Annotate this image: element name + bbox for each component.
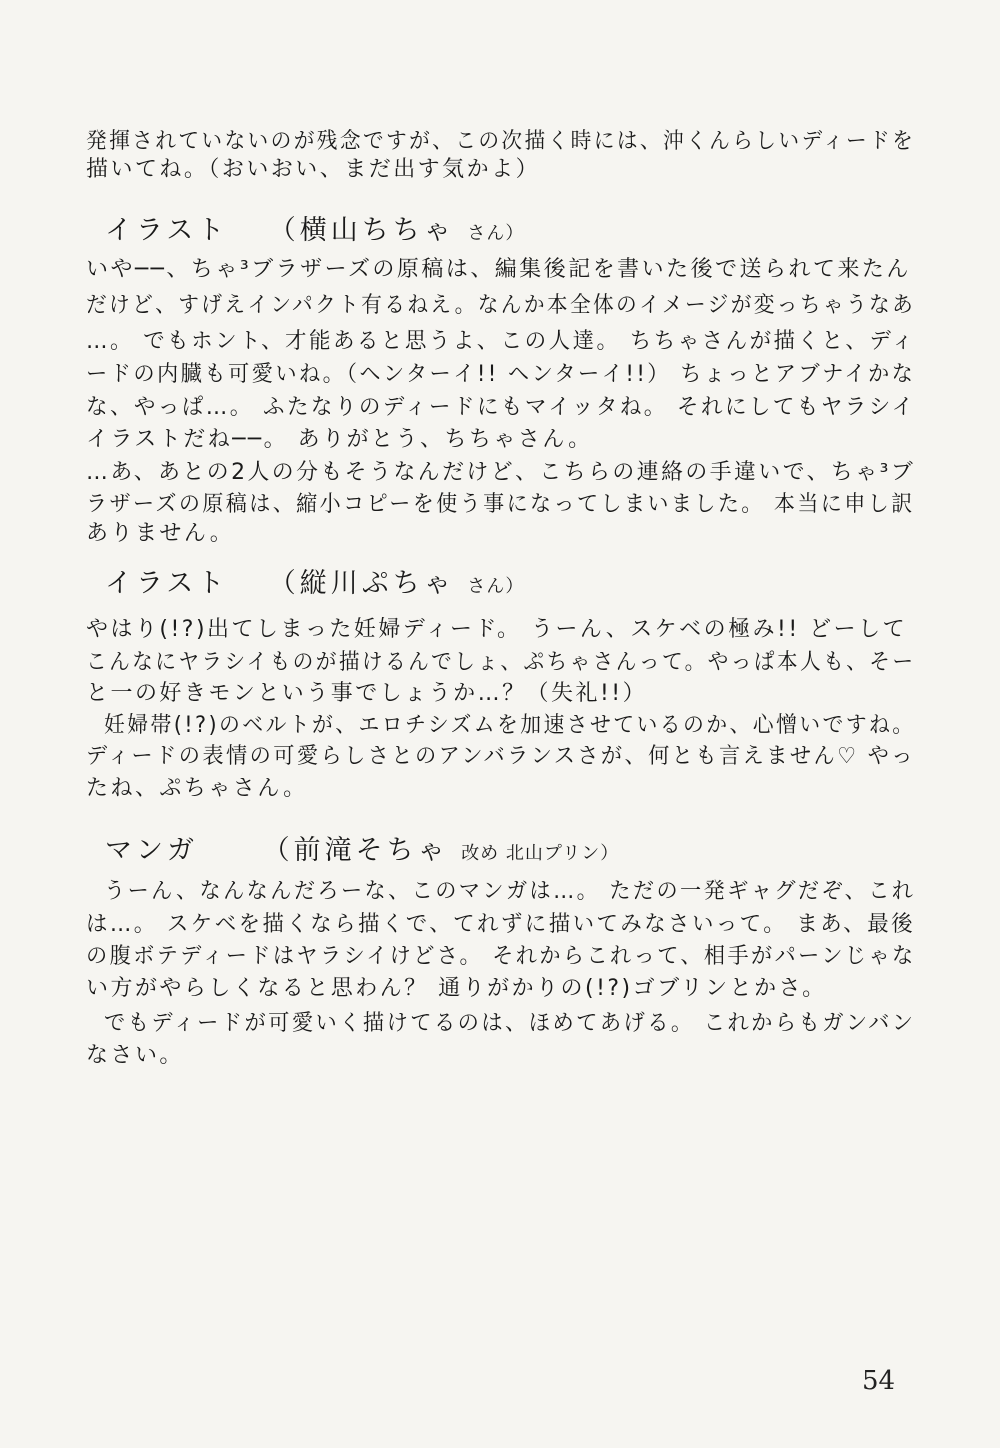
body-line: ラザーズの原稿は、縮小コピーを使う事になってしまいました。 本当に申し訳: [86, 492, 915, 517]
body-line: …。 でもホント、才能あると思うよ、この人達。 ちちゃさんが描くと、ディ: [86, 329, 916, 354]
body-line: うーん、なんなんだろーな、このマンガは…。 ただの一発ギャグだぞ、これ: [104, 879, 916, 904]
intro-line: 発揮されていないのが残念ですが、この次描く時には、沖くんらしいディードを: [86, 129, 916, 154]
section-honorific: さん）: [467, 576, 525, 597]
body-line: ディードの表情の可愛らしさとのアンバランスさが、何とも言えません♡ やっ: [86, 744, 915, 769]
body-line: な、やっぱ…。 ふたなりのディードにもマイッタね。 それにしてもヤラシイ: [86, 395, 916, 420]
body-line: い方がやらしくなると思わん？ 通りがかりの(!?)ゴブリンとかさ。: [86, 976, 827, 1001]
body-line: でもディードが可愛いく描けてるのは、ほめてあげる。 これからもガンバン: [104, 1011, 916, 1036]
section-artist: （縦川ぷちゃ: [268, 568, 455, 599]
section-artist: （横山ちちゃ: [268, 215, 455, 246]
section-artist: （前滝そちゃ: [262, 835, 449, 866]
section-category: イラスト: [105, 568, 229, 599]
body-line: なさい。: [86, 1043, 184, 1068]
body-line: こんなにヤラシイものが描けるんでしょ、ぷちゃさんって。やっぱ本人も、そー: [86, 650, 916, 675]
body-line: …あ、あとの2人の分もそうなんだけど、こちらの連絡の手違いで、ちゃ³ブ: [86, 460, 916, 485]
section-heading: [105, 566, 524, 605]
intro-line: 描いてね。（おいおい、まだ出す気かよ）: [86, 157, 541, 182]
page-number: 54: [862, 1366, 896, 1396]
body-line: は…。 スケベを描くなら描くで、てれずに描いてみなさいって。 まあ、最後: [86, 912, 915, 937]
body-line: ードの内臓も可愛いね。（ヘンターイ!! ヘンターイ!!） ちょっとアブナイかな: [86, 362, 916, 387]
body-line: 妊婦帯(!?)のベルトが、エロチシズムを加速させているのか、心憎いですね。: [104, 713, 916, 738]
body-line: やはり(!?)出てしまった妊婦ディード。 うーん、スケベの極み!! どーして: [86, 617, 908, 642]
section-category: マンガ: [105, 835, 198, 866]
section-heading: [105, 213, 524, 252]
body-line: イラストだね──。 ありがとう、ちちゃさん。: [86, 427, 593, 452]
body-line: だけど、すげえインパクト有るねえ。なんか本全体のイメージが変っちゃうなあ: [86, 293, 916, 318]
section-honorific: さん）: [467, 223, 525, 244]
body-line: たね、ぷちゃさん。: [86, 776, 308, 801]
body-line: いや──、ちゃ³ブラザーズの原稿は、編集後記を書いた後で送られて来たん: [86, 257, 911, 282]
body-line: ありません。: [86, 521, 235, 546]
section-honorific: 改め 北山プリン）: [461, 843, 620, 864]
body-line: と一の好きモンという事でしょうか…？（失礼!!）: [86, 681, 648, 706]
section-heading: [105, 833, 619, 872]
body-line: の腹ボテディードはヤラシイけどさ。 それからこれって、相手がパーンじゃな: [86, 944, 916, 969]
section-category: イラスト: [105, 215, 229, 246]
